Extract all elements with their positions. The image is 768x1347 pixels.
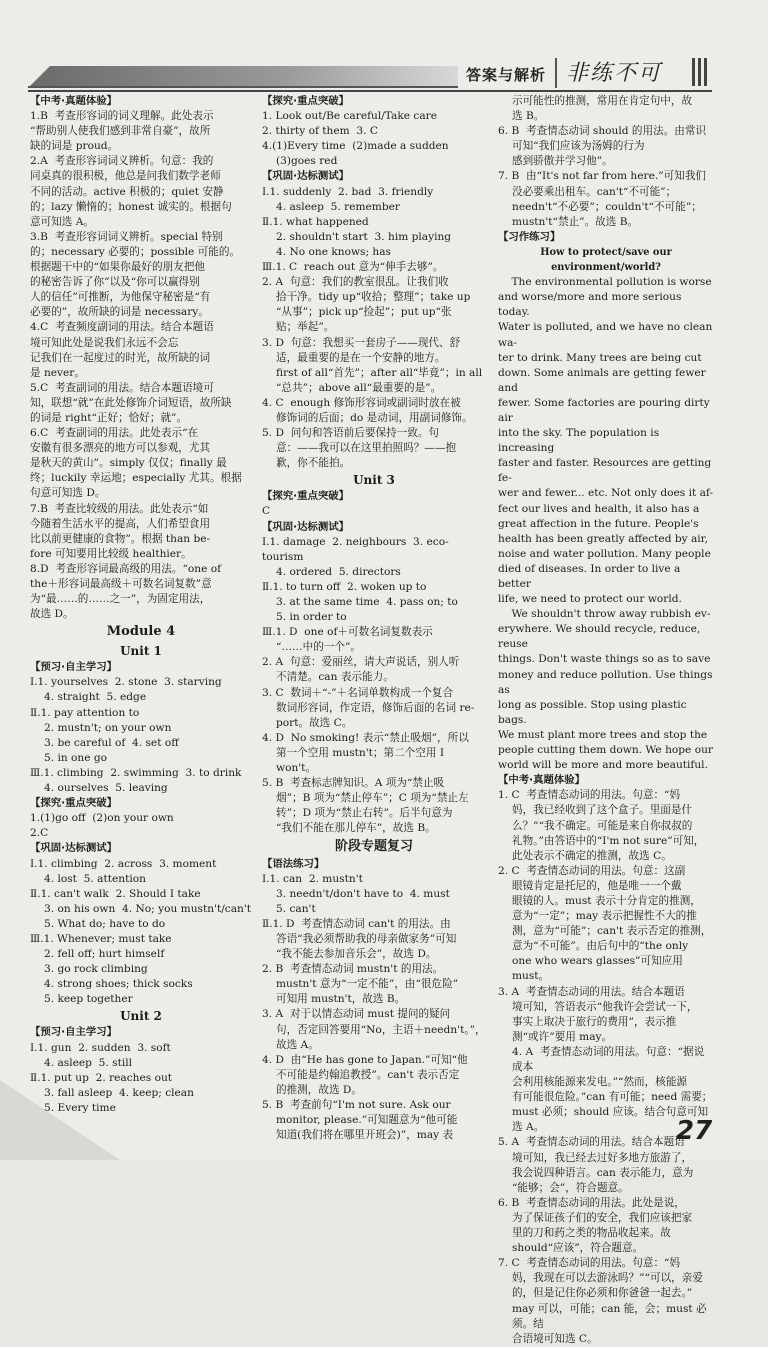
answer-line: 句，否定回答要用“No，主语＋needn't。”， <box>276 1023 486 1036</box>
answer-line: 事实上取决于旅行的费用”，表示推 <box>512 1015 677 1028</box>
answer-line: 3. C 数词＋“-”＋名词单数构成一个复合 <box>262 686 454 699</box>
answer-line: Ⅰ.1. can 2. mustn't <box>262 872 363 885</box>
answer-line: 的，但是记住你必须和你爸爸一起去。” <box>512 1287 693 1300</box>
answer-line: 拾干净。tidy up“收拾；整理”；take up <box>276 291 471 304</box>
answer-line: Water is polluted, and we have no clean wa- <box>498 321 716 349</box>
answer-line: 2. C 考查情态动词的用法。句意：这副 <box>498 864 686 877</box>
answer-line: wer and fewer... etc. Not only does it af- <box>498 487 714 500</box>
answer-line: mustn't 意为“一定不能”，由“很危险” <box>276 978 459 991</box>
answer-line: 2. mustn't; on your own <box>44 721 172 734</box>
answer-line: great affection in the future. People's <box>498 517 699 530</box>
answer-line: 7.B 考查比较级的用法。此处表示“如 <box>30 502 209 515</box>
answer-line: 故选 A。 <box>276 1038 319 1051</box>
answer-line: health has been greatly affected by air, <box>498 532 708 545</box>
answer-line: We must plant more trees and stop the <box>498 728 708 741</box>
answer-line: 今随着生活水平的提高，人们希望食用 <box>30 517 211 530</box>
answer-line: 2. thirty of them 3. C <box>262 125 378 138</box>
answer-line: 有可能很危险。”can 有可能；need 需要； <box>512 1091 713 1104</box>
answer-line: should“应该”，符合题意。 <box>512 1242 644 1255</box>
answer-line: 为“最……的……之一”，为固定用法， <box>30 593 211 606</box>
column-middle <box>262 94 486 1143</box>
answer-line: 6.C 考查副词的用法。此处表示“在 <box>30 427 199 440</box>
brand-logo: 非练不可 <box>566 61 663 86</box>
answer-line: 3. D 句意：我想买一套房子——现代、舒 <box>262 336 461 349</box>
answer-line: the＋形容词最高级＋可数名词复数”意 <box>30 578 212 590</box>
answer-line: 句意可知选 D。 <box>30 487 106 500</box>
answer-line: 2. A 句意：爱丽丝，请大声说话，别人听 <box>262 656 460 669</box>
answer-line: 修饰词的后面；do 是动词，用副词修饰。 <box>276 411 473 424</box>
answer-line: 4. lost 5. attention <box>44 872 146 885</box>
answer-line: 【巩固·达标测试】 <box>262 170 350 183</box>
answer-line: 的词是 right“正好；恰好；就”。 <box>30 411 188 424</box>
answer-line: 4. C enough 修饰形容词或副词时放在被 <box>262 396 461 409</box>
answer-line: 4. ordered 5. directors <box>276 565 401 578</box>
answer-line: 不可能是约翰追教授”。can't 表示否定 <box>276 1068 460 1081</box>
answer-line: 知道(我们将在哪里开班会)”，may 表 <box>276 1129 454 1142</box>
answer-line: 1.(1)go off (2)on your own <box>30 812 174 825</box>
answer-line: 4. strong shoes; thick socks <box>44 978 193 991</box>
answer-line: 5. What do; have to do <box>44 917 166 930</box>
answer-line: 故选 D。 <box>30 608 74 621</box>
answer-line: monitor, please.”可知题意为“他可能 <box>276 1114 458 1127</box>
answer-line: 我会说四种语言。can 表示能力，意为 <box>512 1166 694 1179</box>
answer-line: 测，意为“可能”；can't 表示否定的推测， <box>512 925 712 938</box>
answer-line: 3. at the same time 4. pass on; to <box>276 596 458 608</box>
answer-line: 3. go rock climbing <box>44 963 148 976</box>
answer-line: into the sky. The population is increasing <box>498 427 663 455</box>
answer-line: 意为“一定”；may 表示把握性不大的推 <box>512 910 697 923</box>
answer-line: things. Don't waste things so as to save <box>498 653 711 666</box>
answer-line: 境可知，答语表示“他我许会尝试一下， <box>512 1000 698 1013</box>
answer-line: long as possible. Stop using plastic bags. <box>498 698 690 726</box>
answer-line: 里的刀和药之类的物品收起来。故 <box>512 1227 671 1240</box>
answer-line: 适，最重要的是在一个安静的地方。 <box>276 351 446 364</box>
answer-line: 2.C <box>30 827 49 840</box>
answer-line: first of all“首先”；after all“毕竟”；in all <box>276 366 483 379</box>
answer-line: 比以前更健康的食物”。根据 than be- <box>30 532 211 545</box>
answer-line: 【探究·重点突破】 <box>262 490 350 503</box>
answer-line: ter to drink. Many trees are being cut <box>498 351 702 364</box>
answer-line: people cutting them down. We hope our <box>498 744 713 757</box>
answer-line: 【巩固·达标测试】 <box>30 842 118 855</box>
answer-line: 2. A 句意：我们的教室很乱。让我们收 <box>262 276 449 289</box>
answer-line: “……中的一个”。 <box>276 641 361 654</box>
answer-line: 的；necessary 必要的；possible 可能的。 <box>30 245 241 258</box>
answer-line: Ⅲ.1. Whenever; must take <box>30 932 172 945</box>
answer-line: 终；luckily 幸运地；especially 尤其。根据 <box>30 472 242 485</box>
answer-line: “帮助别人使我们感到非常自豪”，故所 <box>30 125 211 138</box>
corner-decoration <box>0 1080 120 1160</box>
answer-line: 5. in order to <box>276 611 347 624</box>
answer-line: noise and water pollution. Many people <box>498 547 711 560</box>
header-title: 答案与解析 <box>466 66 547 84</box>
answer-line: fect our lives and health, it also has a <box>498 502 700 515</box>
answer-line: 选 B。 <box>512 110 545 123</box>
answer-line: 歉，你不能拍。 <box>276 457 351 470</box>
answer-line: 测“或许”要用 may。 <box>512 1030 613 1043</box>
answer-line: Ⅱ.1. can't walk 2. Should I take <box>30 887 201 900</box>
answer-line: 2. fell off; hurt himself <box>44 948 165 961</box>
answer-line: Unit 1 <box>120 644 162 659</box>
column-left <box>30 94 252 1116</box>
answer-line: 4. ourselves 5. leaving <box>44 782 168 795</box>
answer-line: 的推测，故选 D。 <box>276 1083 363 1096</box>
answer-line: Ⅲ.1. C reach out 意为“伸手去够”。 <box>262 261 444 274</box>
answer-line: 烟”；B 项为“禁止停车”；C 项为“禁止左 <box>276 792 469 805</box>
answer-line: 5. keep together <box>44 993 133 1006</box>
answer-line: down. Some animals are getting fewer and <box>498 366 710 394</box>
answer-line: 安徽有很多漂亮的地方可以参观，尤其 <box>30 442 211 455</box>
answer-line: 同桌真的很积极，他总是问我们数学老师 <box>30 170 221 183</box>
answer-line: fore 可知要用比较级 healthier。 <box>30 547 192 560</box>
answer-line: life, we need to protect our world. <box>498 593 682 606</box>
answer-line: 合语境可知选 C。 <box>512 1332 598 1345</box>
answer-line: 4. asleep 5. remember <box>276 200 400 213</box>
answer-line: 不同的活动。active 积极的；quiet 安静 <box>30 185 224 198</box>
answer-line: 4. A 考查情态动词的用法。句意：“据说成本 <box>512 1045 705 1073</box>
answer-line: 选 A。 <box>512 1121 545 1134</box>
answer-line: 1. C 考查情态动词的用法。句意：“妈 <box>498 789 681 802</box>
answer-line: Unit 3 <box>353 473 395 488</box>
answer-line: 【中考·真题体验】 <box>30 95 118 107</box>
answer-line: 【预习·自主学习】 <box>30 1026 118 1039</box>
answer-line: faster and faster. Resources are getting fe- <box>498 457 715 485</box>
answer-line: 可知用 mustn't，故选 B。 <box>276 993 406 1006</box>
answer-line: one who wears glasses”可知应用 must。 <box>512 955 687 983</box>
answer-line: “从事”；pick up“捡起”；put up“张 <box>276 306 452 319</box>
answer-line: 4. asleep 5. still <box>44 1056 133 1069</box>
answer-line: 答语“我必须帮助我的母亲做家务”可知 <box>276 932 457 945</box>
answer-line: 5. B 考查标志牌知识。A 项为“禁止吸 <box>262 777 445 790</box>
answer-line: Ⅰ.1. yourselves 2. stone 3. starving <box>30 676 222 689</box>
answer-line: 4.C 考查频度副词的用法。结合本题语 <box>30 321 214 334</box>
answer-line: Ⅰ.1. suddenly 2. bad 3. friendly <box>262 185 434 198</box>
answer-line: The environmental pollution is worse <box>498 276 712 289</box>
answer-line: 3. fall asleep 4. keep; clean <box>44 1086 194 1099</box>
answer-line: 会利用核能源来发电。”“然而，核能源 <box>512 1076 688 1089</box>
answer-line: 1.B 考查形容词的词义理解。此处表示 <box>30 110 214 123</box>
answer-line: 3.B 考查形容词词义辨析。special 特别 <box>30 230 223 243</box>
answer-line: We shouldn't throw away rubbish ev- <box>498 608 711 621</box>
answer-line: 5. in one go <box>44 751 108 764</box>
answer-line: Ⅱ.1. what happened <box>262 215 369 228</box>
answer-line: 知，联想“就”在此处修饰介词短语，故所缺 <box>30 396 232 409</box>
answer-line: Ⅰ.1. gun 2. sudden 3. soft <box>30 1041 171 1054</box>
answer-line: must 必须；should 应该。结合句意可知 <box>512 1106 709 1119</box>
answer-line: 5. B 考查前句“I'm not sure. Ask our <box>262 1099 451 1111</box>
answer-line: 【习作练习】 <box>498 230 561 243</box>
answer-line: 3. on his own 4. No; you mustn't/can't <box>44 902 252 915</box>
answer-line: 3. needn't/don't have to 4. must <box>276 887 450 900</box>
answer-line: Ⅱ.1. D 考查情态动词 can't 的用法。由 <box>262 917 451 930</box>
answer-line: 7. B 由“It's not far from here.”可知我们 <box>498 170 707 183</box>
page-number: 27 <box>676 1116 713 1146</box>
answer-line: 3. A 对于以情态动词 must 提问的疑问 <box>262 1008 451 1021</box>
answer-line: 境可知，我已经去过好多地方旅游了， <box>512 1151 693 1164</box>
answer-line: 4. No one knows; has <box>276 245 391 258</box>
answer-line: Ⅲ.1. climbing 2. swimming 3. to drink <box>30 766 242 779</box>
answer-line: 根据题干中的“如果你最好的朋友把他 <box>30 261 205 274</box>
answer-line: Ⅰ.1. damage 2. neighbours 3. eco-tourism <box>262 535 449 563</box>
answer-line: 感到骄傲并学习他”。 <box>512 155 613 168</box>
answer-line: 4. D No smoking! 表示“禁止吸烟”，所以 <box>262 731 469 744</box>
answer-line: 2. B 考查情态动词 mustn't 的用法。 <box>262 963 444 976</box>
answer-line: mustn't“禁止”。故选 B。 <box>512 215 639 228</box>
answer-line: and worse/more and more serious today. <box>498 291 685 319</box>
answer-line: 【预习·自主学习】 <box>30 661 118 674</box>
answer-line: 境可知此处是说我们永远不会忘 <box>30 336 179 349</box>
answer-line: 4.(1)Every time (2)made a sudden <box>262 140 449 153</box>
answer-line: 【巩固·达标测试】 <box>262 520 350 533</box>
answer-line: 妈，我现在可以去游泳吗？”“可以，亲爱 <box>512 1272 703 1285</box>
header-rule <box>28 90 712 92</box>
answer-line: 是秋天的黄山”。simply 仅仅；finally 最 <box>30 457 227 470</box>
answer-line: erywhere. We should recycle, reduce, reuse <box>498 623 704 651</box>
answer-line: 5. Every time <box>44 1101 116 1114</box>
answer-line: 贴；举起”。 <box>276 321 335 334</box>
answer-line: 么？”“我不确定。可能是来自你叔叔的 <box>512 819 693 832</box>
answer-line: “能够；会”，符合题意。 <box>512 1181 629 1194</box>
answer-line: Ⅲ.1. D one of＋可数名词复数表示 <box>262 626 433 639</box>
answer-line: How to protect/save our environment/world? <box>540 246 676 274</box>
answer-line: 转”；D 项为“禁止右转”。后半句意为 <box>276 807 453 820</box>
answer-line: 5. D 问句和答语前后要保持一致。句 <box>262 427 440 440</box>
answer-line: port。故选 C。 <box>276 716 353 729</box>
answer-line: Ⅱ.1. put up 2. reaches out <box>30 1071 173 1084</box>
answer-line: 示可能性的推测，常用在肯定句中，故 <box>512 95 693 107</box>
answer-line: 必要的”，故所缺的词是 necessary。 <box>30 306 209 319</box>
answer-line: 5. can't <box>276 902 316 915</box>
answer-line: 记我们在一起度过的时光，故所缺的词 <box>30 351 211 364</box>
answer-line: 6. B 考查情态动词的用法。此处是说， <box>498 1196 685 1209</box>
answer-line: may 可以，可能；can 能，会；must 必须。结 <box>512 1302 707 1330</box>
answer-line: 2.A 考查形容词词义辨析。句意：我的 <box>30 155 214 168</box>
answer-line: 意为“不可能”。由后句中的“the only <box>512 940 689 953</box>
answer-line: 为了保证孩子们的安全，我们应该把家 <box>512 1211 693 1224</box>
answer-line: Ⅱ.1. to turn off 2. woken up to <box>262 580 427 593</box>
answer-line: 5.C 考查副词的用法。结合本题语境可 <box>30 381 214 394</box>
answer-line: 人的信任”可推断，为他保守秘密是“有 <box>30 291 211 304</box>
answer-line: “我不能去参加音乐会”，故选 D。 <box>276 948 437 961</box>
answer-line: 不清楚。can 表示能力。 <box>276 671 394 684</box>
answer-line: 【中考·真题体验】 <box>498 774 586 787</box>
answer-line: 6. B 考查情态动词 should 的用法。由常识 <box>498 125 707 138</box>
answer-line: 意：——我可以在这里拍照吗？——抱 <box>276 442 457 455</box>
answer-line: 的；lazy 懒惰的；honest 诚实的。根据句 <box>30 200 232 213</box>
answer-line: 第一个空用 mustn't；第二个空用 I won't。 <box>276 746 448 775</box>
answer-line: needn't“不必要”；couldn't“不可能”； <box>512 200 702 213</box>
answer-line: “总共”；above all“最重要的是”。 <box>276 381 442 394</box>
answer-line: 5. A 考查情态动词的用法。结合本题语 <box>498 1136 685 1149</box>
column-right <box>498 94 714 1347</box>
answer-line: 可知“我们应该为汤姆的行为 <box>512 140 645 153</box>
header-bars-decoration <box>692 58 710 86</box>
answer-line: Ⅱ.1. pay attention to <box>30 706 140 719</box>
answer-line: 的秘密告诉了你”以及“你可以赢得别 <box>30 276 200 289</box>
answer-line: 4. straight 5. edge <box>44 691 147 704</box>
answer-line: Module 4 <box>106 624 176 640</box>
answer-line: 意可知选 A。 <box>30 215 94 228</box>
answer-line: C <box>262 505 271 518</box>
answer-line: (3)goes red <box>276 155 338 168</box>
answer-line: 【语法练习】 <box>262 857 325 870</box>
answer-line: died of diseases. In order to live a better <box>498 562 684 590</box>
answer-line: 8.D 考查形容词最高级的用法。“one of <box>30 562 222 575</box>
answer-line: 眼镜的人。must 表示十分肯定的推测， <box>512 894 701 907</box>
header-decoration <box>28 60 458 88</box>
answer-line: 缺的词是 proud。 <box>30 140 119 153</box>
answer-line: 3. be careful of 4. set off <box>44 736 179 749</box>
answer-line: fewer. Some factories are pouring dirty air <box>498 396 714 424</box>
answer-line: world will be more and more beautiful. <box>498 759 708 772</box>
answer-line: 此处表示不确定的推测，故选 C。 <box>512 849 672 862</box>
answer-line: 【探究·重点突破】 <box>30 797 118 810</box>
answer-line: 妈，我已经收到了这个盒子。里面是什 <box>512 804 693 817</box>
answer-line: 1. Look out/Be careful/Take care <box>262 110 437 123</box>
answer-line: 数词形容词，作定语，修饰后面的名词 re- <box>276 701 475 714</box>
answer-line: “我们不能在那儿停车”，故选 B。 <box>276 822 436 835</box>
answer-line: 没必要乘出租车。can't“不可能”； <box>512 185 677 198</box>
answer-line: 7. C 考查情态动词的用法。句意：“妈 <box>498 1257 681 1270</box>
answer-line: 是 never。 <box>30 366 85 379</box>
answer-line: Unit 2 <box>120 1009 162 1024</box>
answer-line: 3. A 考查情态动词的用法。结合本题语 <box>498 985 685 998</box>
answer-line: money and reduce pollution. Use things as <box>498 668 716 696</box>
answer-line: 眼镜肯定是托尼的，他是唯一一个戴 <box>512 879 682 892</box>
answer-line: Ⅰ.1. climbing 2. across 3. moment <box>30 857 217 870</box>
answer-line: 阶段专题复习 <box>334 838 413 854</box>
answer-line: 2. shouldn't start 3. him playing <box>276 230 452 243</box>
answer-line: 4. D 由“He has gone to Japan.”可知“他 <box>262 1053 468 1066</box>
header-separator <box>555 58 557 88</box>
answer-line: 【探究·重点突破】 <box>262 95 350 107</box>
answer-line: 礼物。”由答语中的“I'm not sure”可知， <box>512 834 705 847</box>
